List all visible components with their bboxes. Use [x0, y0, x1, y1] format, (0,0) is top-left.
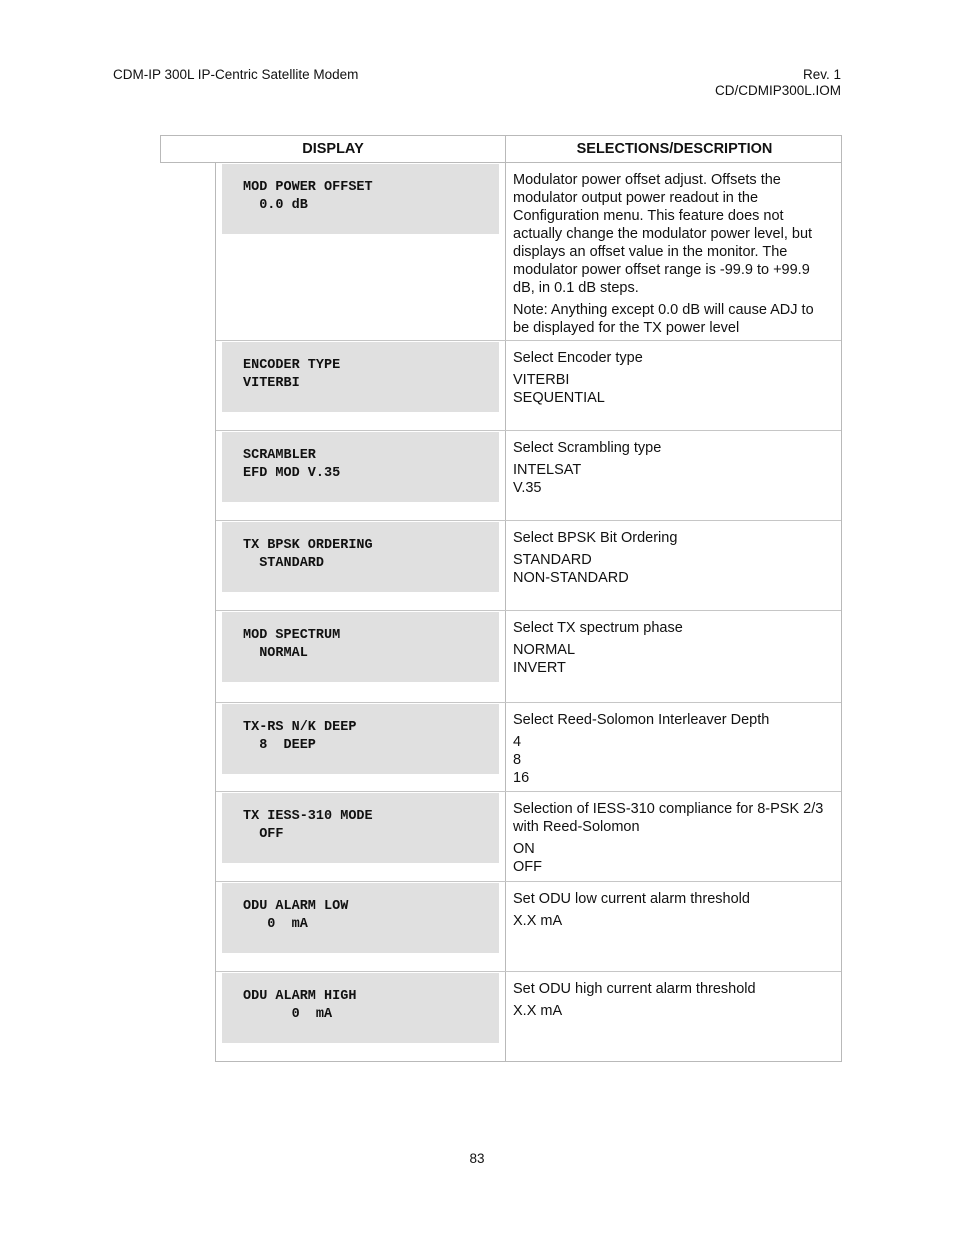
lcd-line-2: VITERBI	[243, 376, 300, 391]
table-row	[216, 520, 841, 610]
display-cell	[216, 521, 506, 610]
lcd-line-2: EFD MOD V.35	[243, 466, 341, 481]
lcd-display	[222, 432, 499, 502]
header-docid: CD/CDMIP300L.IOM	[714, 83, 841, 98]
description-cell	[513, 439, 831, 497]
header-title: CDM-IP 300L IP-Centric Satellite Modem	[113, 67, 359, 82]
option-value: INVERT	[513, 660, 566, 676]
option-value: X.X mA	[513, 913, 563, 929]
description-text: Set ODU high current alarm threshold	[513, 981, 756, 997]
table-row	[216, 610, 841, 702]
menu-table	[160, 135, 842, 1062]
description-text: Select Encoder type	[513, 350, 643, 366]
lcd-line-1: TX IESS-310 MODE	[243, 809, 373, 824]
lcd-line-2: NORMAL	[243, 646, 308, 661]
description-text: Select BPSK Bit Ordering	[513, 530, 678, 546]
description-text: Select Scrambling type	[513, 440, 662, 456]
description-cell	[513, 800, 831, 876]
option-value: 4	[513, 734, 522, 750]
display-cell	[216, 882, 506, 971]
lcd-line-1: MOD POWER OFFSET	[243, 180, 373, 195]
display-cell	[216, 792, 506, 881]
option-value: STANDARD	[513, 552, 592, 568]
lcd-line-2: 0 mA	[243, 917, 308, 932]
option-value: NORMAL	[513, 642, 576, 658]
lcd-line-2: 8 DEEP	[243, 738, 316, 753]
page-number: 83	[469, 1151, 485, 1166]
table-row	[216, 340, 841, 430]
description-text: Select Reed-Solomon Interleaver Depth	[513, 712, 770, 728]
lcd-line-1: ENCODER TYPE	[243, 358, 341, 373]
column-header-description: SELECTIONS/DESCRIPTION	[505, 136, 843, 163]
display-cell	[216, 611, 506, 702]
option-value: OFF	[513, 859, 542, 875]
lcd-display	[222, 612, 499, 682]
lcd-display	[222, 704, 499, 774]
lcd-display	[222, 164, 499, 234]
table-row	[216, 881, 841, 971]
column-header-display: DISPLAY	[302, 141, 364, 157]
display-cell	[216, 703, 506, 791]
table-row	[216, 791, 841, 881]
lcd-display	[222, 522, 499, 592]
option-value: 16	[513, 770, 530, 786]
option-value: VITERBI	[513, 372, 570, 388]
table-row	[216, 163, 841, 340]
description-text: Set ODU low current alarm threshold	[513, 891, 750, 907]
description-cell	[513, 890, 831, 930]
header-revision	[715, 67, 841, 99]
lcd-line-1: SCRAMBLER	[243, 448, 316, 463]
option-value: ON	[513, 841, 535, 857]
table-header	[160, 135, 842, 163]
lcd-line-1: TX-RS N/K DEEP	[243, 720, 357, 735]
lcd-display	[222, 342, 499, 412]
lcd-line-2: OFF	[243, 827, 284, 842]
lcd-line-1: TX BPSK ORDERING	[243, 538, 373, 553]
lcd-line-2: 0 mA	[243, 1007, 333, 1022]
option-value: SEQUENTIAL	[513, 390, 605, 406]
lcd-line-2: 0.0 dB	[243, 198, 308, 213]
lcd-line-1: ODU ALARM LOW	[243, 899, 349, 914]
description-cell	[513, 619, 831, 677]
display-cell	[216, 341, 506, 430]
lcd-line-2: STANDARD	[243, 556, 325, 571]
description-text: Modulator power offset adjust. Offsets the modulator output power readout in the Configuration menu. This feature does not actually change the modulator power level, but displays an offset value in the monitor. The modulator power offset range is -99.9 to +99.9 dB, in 0.1 dB steps.	[513, 172, 813, 296]
table-row	[216, 430, 841, 520]
table-body	[215, 163, 842, 1062]
description-cell	[513, 171, 831, 341]
lcd-display	[222, 973, 499, 1043]
description-cell	[513, 980, 831, 1020]
option-value: INTELSAT	[513, 462, 582, 478]
option-value: X.X mA	[513, 1003, 563, 1019]
lcd-display	[222, 793, 499, 863]
header-rev: Rev. 1	[802, 67, 841, 82]
lcd-line-1: ODU ALARM HIGH	[243, 989, 357, 1004]
description-text: Selection of IESS-310 compliance for 8-PSK 2/3 with Reed-Solomon	[513, 801, 824, 835]
table-row	[216, 702, 841, 791]
lcd-display	[222, 883, 499, 953]
description-text: Select TX spectrum phase	[513, 620, 683, 636]
option-value: NON-STANDARD	[513, 570, 629, 586]
option-value: 8	[513, 752, 522, 768]
option-value: V.35	[513, 480, 542, 496]
description-cell	[513, 529, 831, 587]
lcd-line-1: MOD SPECTRUM	[243, 628, 341, 643]
table-row	[216, 971, 841, 1061]
display-cell	[216, 972, 506, 1061]
description-cell	[513, 349, 831, 407]
description-note: Note: Anything except 0.0 dB will cause ADJ to be displayed for the TX power level	[513, 302, 814, 336]
display-cell	[216, 163, 506, 340]
display-cell	[216, 431, 506, 520]
description-cell	[513, 711, 831, 787]
